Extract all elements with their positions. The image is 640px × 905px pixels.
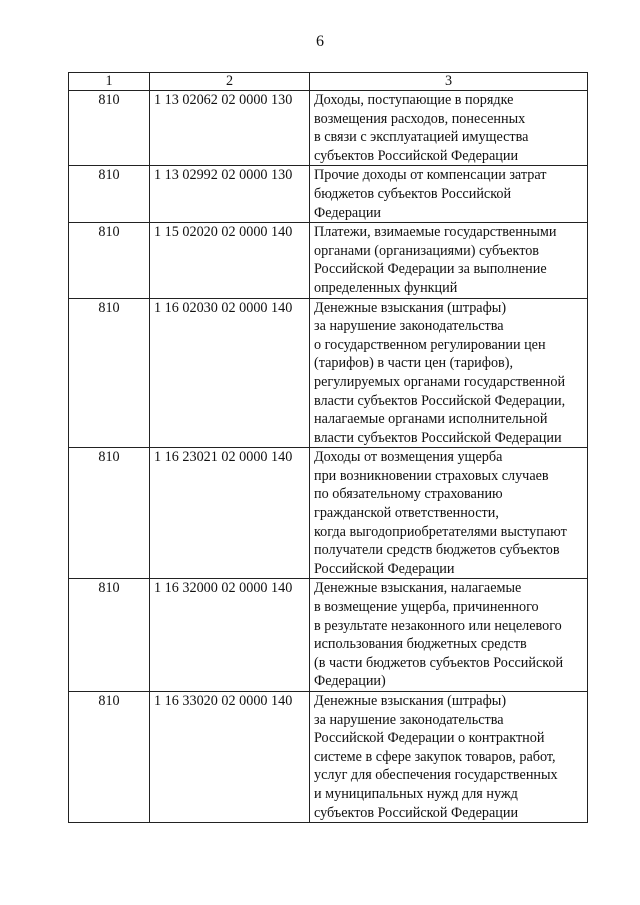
description-cell [310, 298, 588, 448]
description-line: Доходы от возмещения ущерба [314, 449, 503, 466]
description-line: в результате незаконного или нецелевого [314, 617, 562, 634]
admin-code-cell: 810 [69, 448, 150, 579]
table-row [69, 579, 588, 692]
description-line: налагаемые органами исполнительной [314, 411, 548, 428]
description-line: Денежные взыскания (штрафы) [314, 299, 507, 316]
description-line: бюджетов субъектов Российской [314, 185, 512, 202]
description-line: определенных функций [314, 279, 458, 296]
admin-code-cell: 810 [69, 298, 150, 448]
description-cell [310, 692, 588, 823]
description-line: за нарушение законодательства [314, 318, 504, 335]
admin-code-cell: 810 [69, 692, 150, 823]
description-line: Денежные взыскания, налагаемые [314, 580, 522, 597]
description-line: Доходы, поступающие в порядке [314, 92, 514, 108]
description-line: о государственном регулировании цен [314, 336, 546, 353]
description-line: при возникновении страховых случаев [314, 467, 549, 484]
description-line: Платежи, взимаемые государственными [314, 224, 557, 241]
table-row [69, 298, 588, 448]
column-header-3: 3 [310, 73, 588, 91]
description-line: (в части бюджетов субъектов Российской [314, 654, 564, 671]
description-cell [310, 223, 588, 298]
admin-code-cell: 810 [69, 223, 150, 298]
revenue-code-cell: 1 16 23021 02 0000 140 [150, 448, 310, 579]
description-cell [310, 448, 588, 579]
description-line: Федерации [314, 204, 382, 221]
revenue-code-cell: 1 16 02030 02 0000 140 [150, 298, 310, 448]
description-line: Российской Федерации о контрактной [314, 730, 545, 747]
table-row [69, 91, 588, 166]
description-line: за нарушение законодательства [314, 711, 504, 728]
table-row [69, 166, 588, 223]
description-line: регулируемых органами государственной [314, 373, 566, 390]
description-cell [310, 166, 588, 223]
description-cell [310, 579, 588, 692]
description-line: и муниципальных нужд для нужд [314, 785, 518, 802]
description-line: по обязательному страхованию [314, 486, 503, 503]
description-line: Федерации) [314, 673, 386, 690]
revenue-code-cell: 1 15 02020 02 0000 140 [150, 223, 310, 298]
admin-code-cell: 810 [69, 91, 150, 166]
description-line: Денежные взыскания (штрафы) [314, 693, 507, 709]
table-header-row [69, 73, 588, 91]
description-line: в возмещение ущерба, причиненного [314, 599, 539, 616]
revenue-code-cell: 1 16 33020 02 0000 140 [150, 692, 310, 823]
description-line: органами (организациями) субъектов [314, 242, 540, 259]
description-line: Прочие доходы от компенсации затрат [314, 167, 547, 184]
description-line: использования бюджетных средств [314, 636, 527, 653]
table-body [69, 91, 588, 823]
revenue-codes-table [68, 72, 588, 823]
description-line: возмещения расходов, понесенных [314, 110, 526, 127]
description-line: субъектов Российской Федерации [314, 147, 519, 164]
description-line: гражданской ответственности, [314, 505, 499, 522]
column-header-1: 1 [69, 73, 150, 91]
description-line: Российской Федерации за выполнение [314, 261, 547, 278]
description-cell [310, 91, 588, 166]
table-row [69, 692, 588, 823]
revenue-code-cell: 1 16 32000 02 0000 140 [150, 579, 310, 692]
description-line: власти субъектов Российской Федерации, [314, 392, 566, 409]
revenue-code-cell: 1 13 02062 02 0000 130 [150, 91, 310, 166]
description-line: получатели средств бюджетов субъектов [314, 542, 560, 559]
description-line: услуг для обеспечения государственных [314, 767, 558, 784]
description-line: системе в сфере закупок товаров, работ, [314, 748, 556, 765]
page-number: 6 [316, 33, 324, 50]
admin-code-cell: 810 [69, 166, 150, 223]
table-row [69, 223, 588, 298]
description-line: когда выгодоприобретателями выступают [314, 523, 567, 540]
description-line: (тарифов) в части цен (тарифов), [314, 355, 514, 372]
table-row [69, 448, 588, 579]
column-header-2: 2 [150, 73, 310, 91]
admin-code-cell: 810 [69, 579, 150, 692]
description-line: субъектов Российской Федерации [314, 804, 519, 821]
description-line: власти субъектов Российской Федерации [314, 429, 562, 446]
description-line: в связи с эксплуатацией имущества [314, 129, 529, 146]
revenue-code-cell: 1 13 02992 02 0000 130 [150, 166, 310, 223]
description-line: Российской Федерации [314, 560, 455, 577]
